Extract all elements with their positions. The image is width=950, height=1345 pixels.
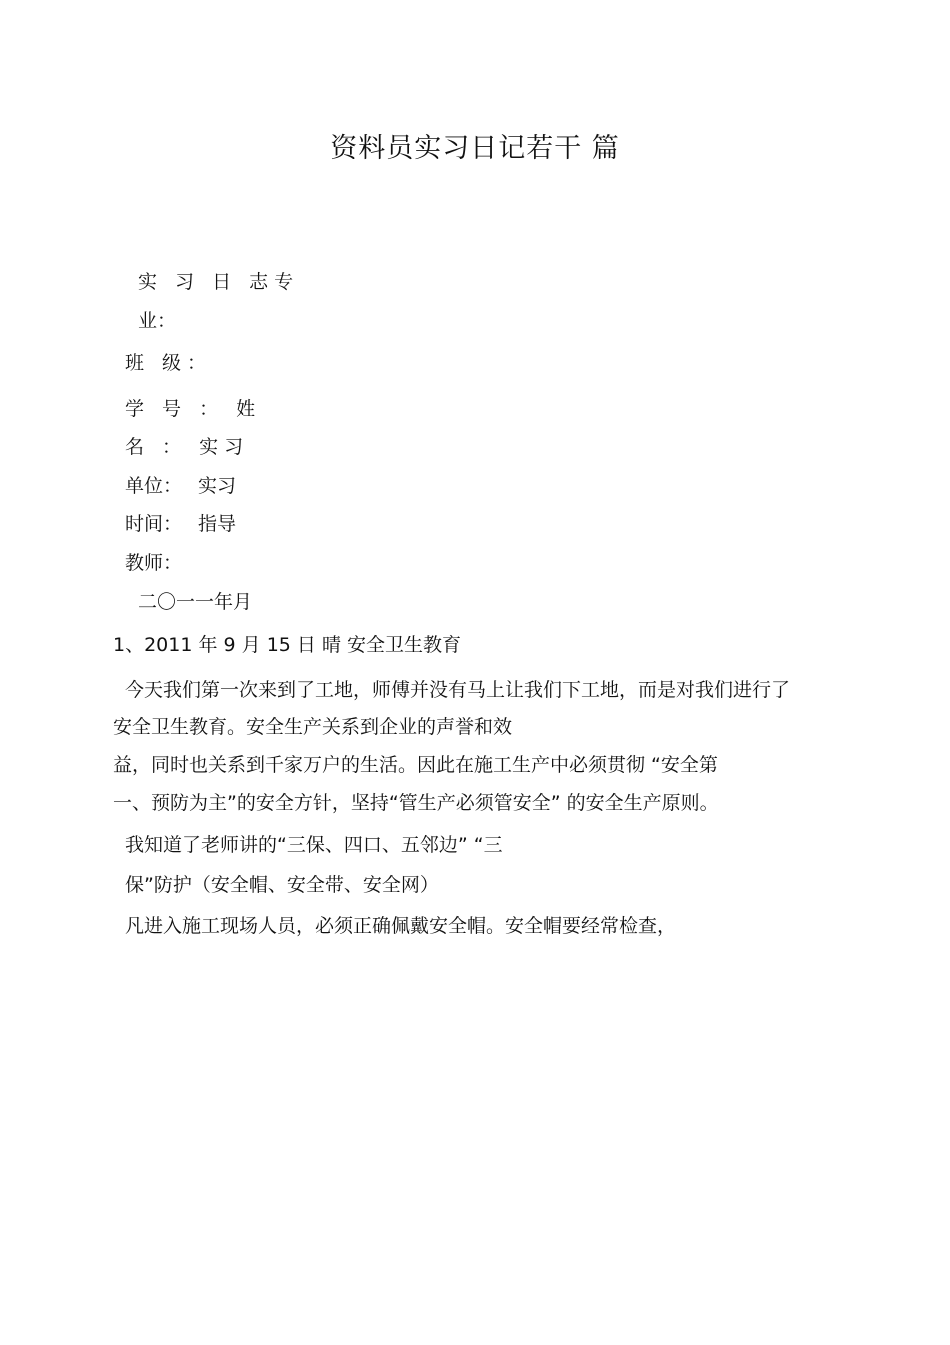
cover-line-9: 二〇一一年月	[138, 591, 253, 613]
paragraph-2-line-2: 保”防护（安全帽、安全带、安全网）	[125, 874, 439, 896]
cover-line-5: 名 ： 实习	[125, 436, 250, 458]
paragraph-2-line-1: 我知道了老师讲的“三保、四口、五邻边” “三	[125, 834, 503, 856]
cover-line-4: 学 号 ： 姓	[125, 398, 262, 420]
cover-line-8: 教师：	[125, 552, 183, 574]
cover-line-1: 实 习 日 志专	[138, 271, 300, 293]
paragraph-1-line-2: 安全卫生教育。安全生产关系到企业的声誉和效	[113, 716, 513, 738]
document-title: 资料员实习日记若干 篇	[330, 133, 620, 164]
cover-line-7: 时间： 指导	[125, 513, 237, 535]
entry-heading: 1、2011 年 9 月 15 日 晴 安全卫生教育	[113, 634, 461, 656]
paragraph-1-line-1: 今天我们第一次来到了工地，师傅并没有马上让我们下工地，而是对我们进行了	[125, 679, 791, 701]
cover-line-3: 班 级：	[125, 352, 213, 374]
paragraph-3-line-1: 凡进入施工现场人员，必须正确佩戴安全帽。安全帽要经常检查，	[125, 915, 677, 937]
paragraph-1-line-3: 益，同时也关系到千家万户的生活。因此在施工生产中必须贯彻 “安全第	[113, 754, 718, 776]
cover-line-2: 业：	[138, 310, 177, 332]
cover-line-6: 单位： 实习	[125, 475, 237, 497]
paragraph-1-line-4: 一、预防为主”的安全方针，坚持“管生产必须管安全” 的安全生产原则。	[113, 792, 719, 814]
